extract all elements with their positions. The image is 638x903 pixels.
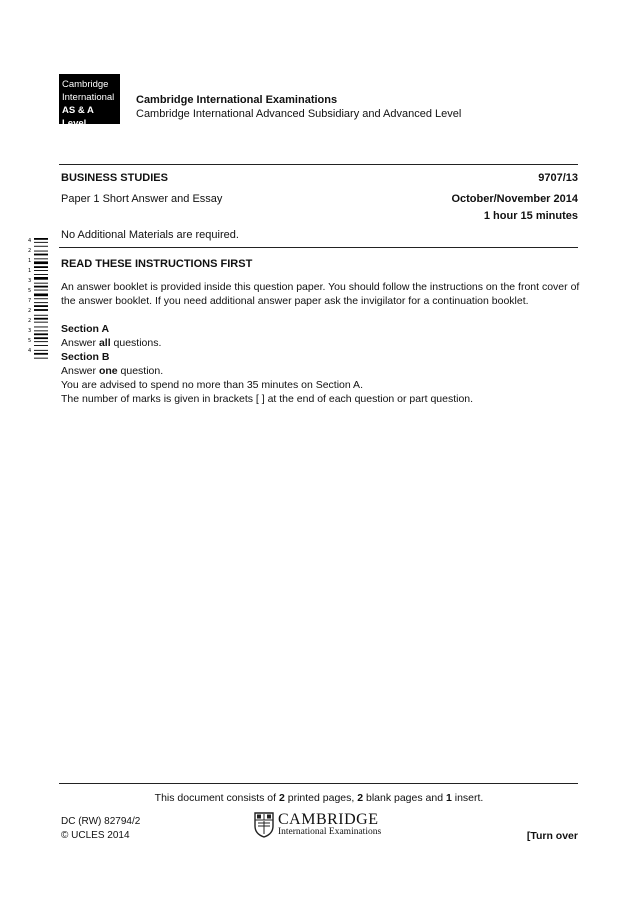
barcode-bar [34,294,48,297]
barcode-bar [34,238,48,240]
barcode-bar [34,341,48,342]
cambridge-wordmark-subtitle: International Examinations [278,827,382,837]
barcode-graphic [27,236,49,360]
barcode-bar [34,274,48,275]
section-a-label: Section A [61,323,110,335]
barcode-digit: 1 [28,268,32,274]
exam-session: October/November 2014 [451,193,578,205]
barcode-digit: 3 [28,278,32,284]
turn-over-note: [Turn over [526,830,578,842]
barcode-bar [34,246,48,247]
barcode-bar [34,353,48,355]
section-a-text-end: questions. [110,337,162,349]
barcode-digit: 5 [28,338,32,344]
barcode-digit: 5 [28,288,32,294]
barcode-bar [34,298,48,299]
logo-line-3: AS & A Level [62,105,94,129]
page-count-text-4: insert. [451,792,484,804]
exam-board-name: Cambridge International Examinations [136,94,338,106]
barcode-bar [34,350,48,351]
barcode-bar [34,345,48,346]
page-count-text-1: This document consists of [154,792,279,804]
section-b-rule [61,364,581,378]
page-count-text-3: blank pages and [363,792,446,804]
instructions-paragraph: An answer booklet is provided inside this question paper. You should follow the instructions on the front cover of the answer booklet. If you need additional answer paper ask the invigilator for a continuation booklet. [61,281,580,307]
section-a-text: Answer [61,337,99,349]
subject-title: BUSINESS STUDIES [61,172,168,184]
barcode-bar [34,318,48,320]
barcode-bar [34,337,48,339]
barcode-bar [34,358,48,359]
barcode-digit: 2 [28,308,32,314]
barcode-bar [34,330,48,331]
exam-board-heading [136,93,461,121]
section-b-label: Section B [61,351,110,363]
printed-pages-count: 2 [278,792,285,804]
document-reference: DC (RW) 82794/2 [61,816,141,827]
barcode-digit: 3 [28,328,32,334]
barcode-bar [34,258,48,259]
barcode-bar [34,242,48,243]
barcode-bar [34,286,48,288]
barcode-bar [34,302,48,303]
barcode-bar [34,283,48,284]
section-b-text-end: question. [117,365,164,377]
barcode-digit: 7 [28,298,32,304]
barcode-bar [34,261,48,264]
marks-note: The number of marks is given in brackets [ ] at the end of each question or part question. [61,393,474,405]
copyright-notice: © UCLES 2014 [61,830,130,841]
barcode-bar [34,266,48,268]
barcode-bar [34,322,48,323]
section-b-emphasis: one [98,365,118,377]
instructions-rule [59,247,578,248]
barcode-bar [34,270,48,271]
barcode-bar [34,254,48,256]
barcode-bar [34,315,48,316]
cambridge-as-a-level-logo [59,74,120,129]
section-a-rule [61,336,581,350]
section-b-text: Answer [61,365,99,377]
page-count-note [0,792,638,804]
page-count-text-2: printed pages, [284,792,358,804]
section-a-emphasis: all [98,337,111,349]
barcode-bar [34,305,48,307]
barcode-digit: 1 [28,258,32,264]
barcode-digit: 4 [28,348,32,354]
materials-note: No Additional Materials are required. [61,229,239,241]
instructions-heading: READ THESE INSTRUCTIONS FIRST [61,258,253,270]
header-rule [59,164,578,165]
barcode-digit: 4 [28,238,32,244]
logo-line-1: Cambridge [62,79,109,90]
instructions-body [61,280,581,406]
barcode-bar [34,327,48,328]
barcode-bar [34,290,48,291]
barcode-digit: 2 [28,248,32,254]
barcode-bar [34,333,48,335]
barcode-bar [34,309,48,311]
time-advice: You are advised to spend no more than 35 minutes on Section A. [61,379,363,391]
inserts-count: 1 [445,792,452,804]
paper-title: Paper 1 Short Answer and Essay [61,193,223,205]
exam-board-level: Cambridge International Advanced Subsidiary and Advanced Level [136,108,462,120]
barcode-bar [34,251,48,252]
blank-pages-count: 2 [357,792,364,804]
footer-rule [59,783,578,784]
exam-duration: 1 hour 15 minutes [483,210,578,222]
cambridge-wordmark: CAMBRIDGE [278,811,379,828]
paper-code: 9707/13 [538,172,578,184]
cambridge-crest-icon [254,812,274,838]
barcode-bar [34,277,48,280]
logo-line-2: International [62,92,115,103]
barcode-digit: 2 [28,318,32,324]
